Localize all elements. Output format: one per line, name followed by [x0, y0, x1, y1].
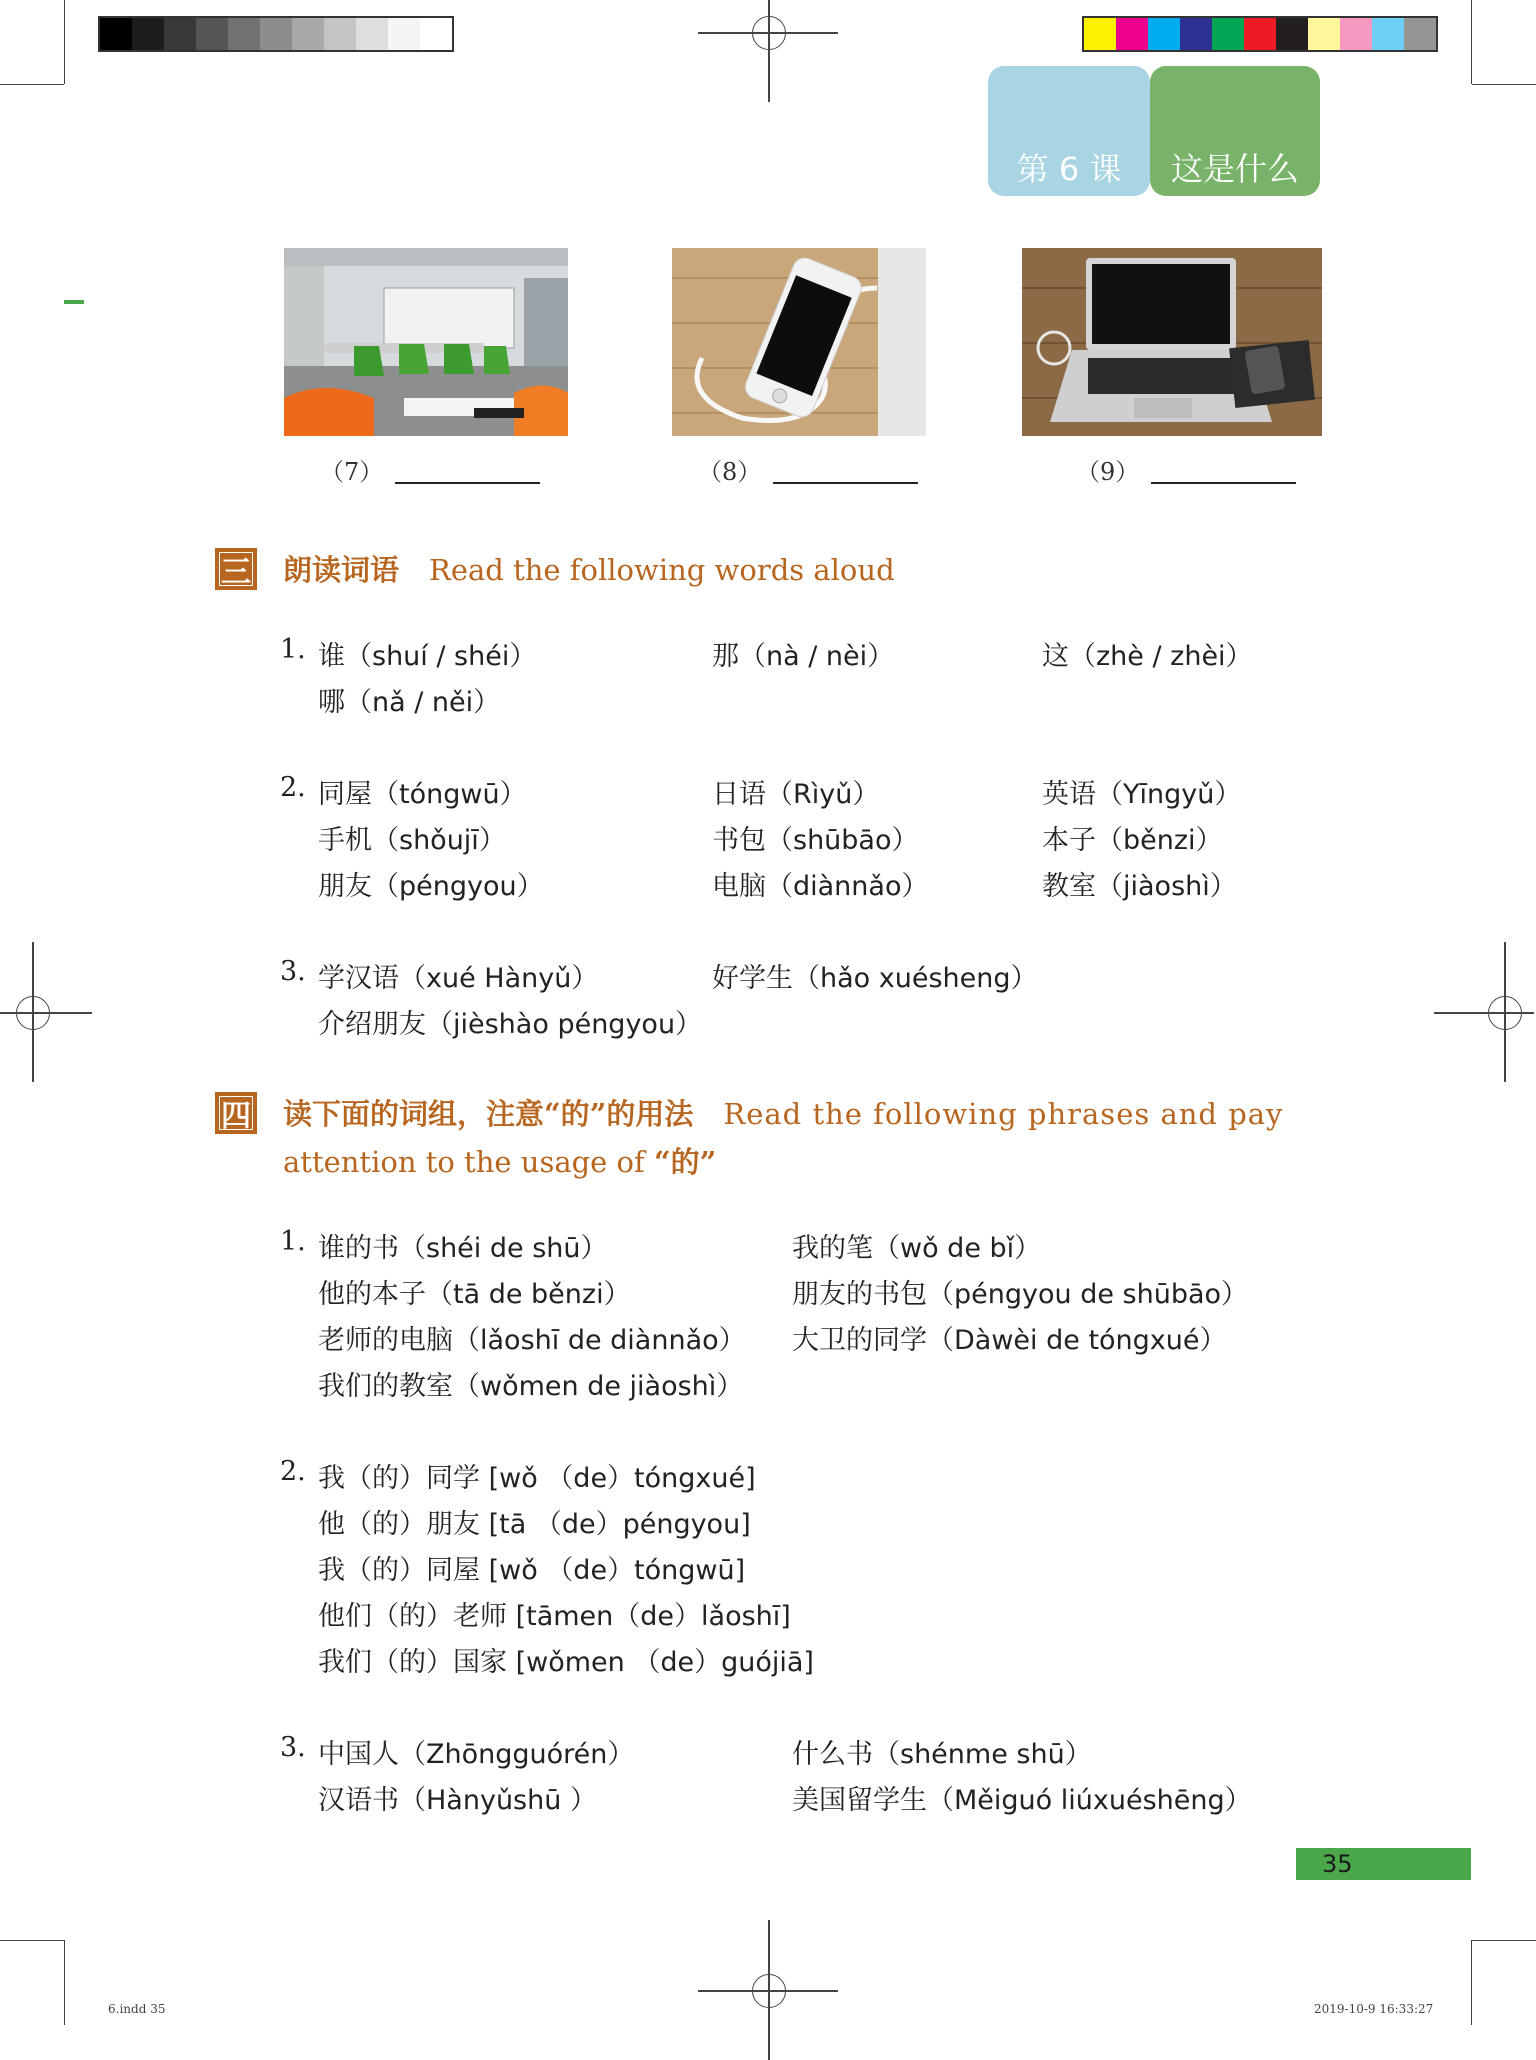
word-item: 朋友（péngyou） [318, 871, 544, 902]
phrase-item: 他的本子（tā de běnzi） [318, 1279, 631, 1310]
phrase-item: 他们（的）老师 [tāmen（de）lǎoshī] [318, 1601, 791, 1632]
section-title [283, 548, 895, 589]
phrase-item: 老师的电脑（lǎoshī de diànnǎo） [318, 1325, 746, 1356]
blank-9 [1076, 452, 1296, 487]
item-number: 1. [280, 634, 306, 665]
item-number: 2. [280, 1456, 306, 1487]
item-number: 3. [280, 1732, 306, 1763]
phrase-item: 谁的书（shéi de shū） [318, 1233, 608, 1264]
section-title-en: Read the following words aloud [429, 553, 895, 587]
word-item: 介绍朋友（jièshào péngyou） [318, 1009, 703, 1040]
crop-mark [1471, 0, 1472, 84]
answer-blank[interactable] [773, 482, 918, 484]
phrase-item: 中国人（Zhōngguórén） [318, 1739, 635, 1770]
slug-timestamp: 2019-10-9 16:33:27 [1314, 2002, 1434, 2016]
section-title-en: attention to the usage of [283, 1145, 645, 1179]
word-item: 学汉语（xué Hànyǔ） [318, 963, 599, 994]
phrase-item: 我们的教室（wǒmen de jiàoshì） [318, 1371, 744, 1402]
blank-8 [698, 452, 918, 487]
item-number: 1. [280, 1226, 306, 1257]
lesson-tab: 第 6 课 [988, 66, 1150, 196]
registration-mark [1474, 982, 1534, 1042]
word-item: 日语（Rìyǔ） [712, 779, 880, 810]
section-title-cn: 朗读词语 [283, 553, 400, 587]
crop-mark [0, 84, 64, 85]
topic-tab: 这是什么 [1150, 66, 1320, 196]
classroom-photo [284, 248, 568, 436]
word-item: 哪（nǎ / něi） [318, 687, 501, 718]
word-item: 书包（shūbāo） [712, 825, 919, 856]
phrase-item: 我（的）同学 [wǒ （de）tóngxué] [318, 1463, 756, 1494]
phrase-item: 我们（的）国家 [wǒmen （de）guójiā] [318, 1647, 814, 1678]
phrase-item: 我的笔（wǒ de bǐ） [792, 1233, 1042, 1264]
section-title [283, 1092, 1283, 1133]
section-badge: 三 [215, 548, 257, 590]
item-number: 2. [280, 772, 306, 803]
blank-label: （7） [320, 458, 384, 486]
crop-mark [0, 1940, 64, 1941]
registration-mark [738, 1960, 798, 2020]
phrase-item: 他（的）朋友 [tā （de）péngyou] [318, 1509, 751, 1540]
word-item: 教室（jiàoshì） [1042, 871, 1237, 902]
crop-mark [1471, 1940, 1472, 2025]
crop-mark [1472, 84, 1536, 85]
word-item: 英语（Yīngyǔ） [1042, 779, 1242, 810]
crop-mark [64, 0, 65, 84]
answer-blank[interactable] [1151, 482, 1296, 484]
phrase-item: 美国留学生（Měiguó liúxuéshēng） [792, 1785, 1252, 1816]
process-color-bar [1082, 16, 1438, 52]
word-item: 本子（běnzi） [1042, 825, 1223, 856]
smartphone-photo [672, 248, 926, 436]
registration-mark [2, 982, 62, 1042]
phrase-item: 汉语书（Hànyǔshū ） [318, 1785, 597, 1816]
laptop-photo [1022, 248, 1322, 436]
grayscale-color-bar [98, 16, 454, 52]
answer-blank[interactable] [395, 482, 540, 484]
section-title-en: Read the following phrases and pay [723, 1097, 1284, 1131]
word-item: 这（zhè / zhèi） [1042, 641, 1253, 672]
section-badge: 四 [215, 1092, 257, 1134]
word-item: 那（nà / nèi） [712, 641, 895, 672]
phrase-item: 朋友的书包（péngyou de shūbāo） [792, 1279, 1249, 1310]
item-number: 3. [280, 956, 306, 987]
word-item: 手机（shǒujī） [318, 825, 506, 856]
section-title-cn: 读下面的词组，注意“的”的用法 [283, 1097, 694, 1131]
crop-mark [1472, 1940, 1536, 1941]
section-title-quote: “的” [653, 1145, 717, 1179]
blank-label: （9） [1076, 458, 1140, 486]
word-item: 同屋（tóngwū） [318, 779, 527, 810]
phrase-item: 什么书（shénme shū） [792, 1739, 1092, 1770]
blank-label: （8） [698, 458, 762, 486]
page-number: 35 [1296, 1848, 1471, 1880]
phrase-item: 大卫的同学（Dàwèi de tóngxué） [792, 1325, 1227, 1356]
phrase-item: 我（的）同屋 [wǒ （de）tóngwū] [318, 1555, 746, 1586]
slug-file-info: 6.indd 35 [108, 2002, 166, 2016]
word-item: 电脑（diànnǎo） [712, 871, 929, 902]
section-title-continued [283, 1140, 716, 1181]
word-item: 好学生（hǎo xuésheng） [712, 963, 1038, 994]
crop-mark [64, 1940, 65, 2025]
margin-marker [64, 300, 84, 304]
blank-7 [320, 452, 540, 487]
word-item: 谁（shuí / shéi） [318, 641, 537, 672]
registration-mark [738, 2, 798, 62]
